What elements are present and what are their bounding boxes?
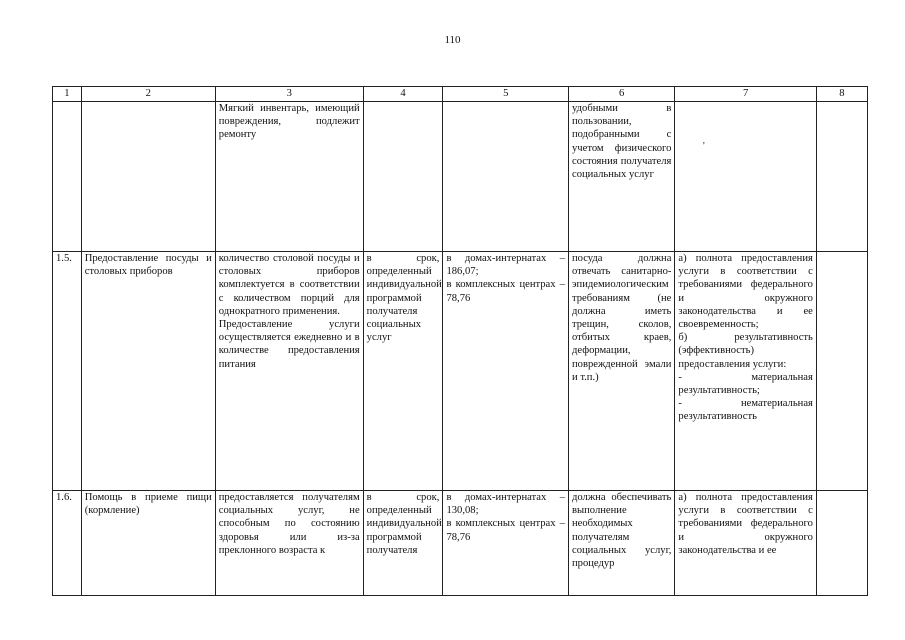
page-number: 110 xyxy=(444,34,461,46)
service-content: предоставляется получателям социальных услуг, не способным по состоянию здоровья или из-за преклонного возраста к xyxy=(215,491,363,596)
quality-indicators xyxy=(675,102,817,252)
service-content: Мягкий инвентарь, имеющий повреждения, подлежит ремонту xyxy=(215,102,363,252)
quality-requirements: должна обеспечивать выполнение необходимых получателям социальных услуг, процедур xyxy=(569,491,675,596)
quality-indicators: а) полнота предоставления услуги в соответствии с требованиями федерального и окружного законодательства и ее xyxy=(675,491,817,596)
service-name: Предоставление посуды и столовых приборов xyxy=(81,252,215,491)
service-content: количество столовой посуды и столовых приборов комплектуется в соответствии с количеством порций для однократного применения. Предоставление услуги осуществляется ежедневно и в количестве предоставления питания xyxy=(215,252,363,491)
table-row xyxy=(53,102,868,252)
column-number: 2 xyxy=(81,87,215,102)
quality-requirements: удобными в пользовании, подобранными с учетом физического состояния получателя социальных услуг xyxy=(569,102,675,252)
row-number: 1.6. xyxy=(53,491,82,596)
service-tariff: в домах-интернатах – 130,08; в комплексных центрах – 78,76 xyxy=(443,491,569,596)
column-number: 8 xyxy=(816,87,867,102)
column-number: 4 xyxy=(363,87,443,102)
service-name xyxy=(81,102,215,252)
service-tariff: в домах-интернатах – 186,07; в комплексных центрах – 78,76 xyxy=(443,252,569,491)
provision-conditions xyxy=(816,102,867,252)
provision-conditions xyxy=(816,252,867,491)
table-row xyxy=(53,491,868,596)
column-number: 3 xyxy=(215,87,363,102)
service-term xyxy=(363,102,443,252)
quality-indicators: а) полнота предоставления услуги в соответствии с требованиями федерального и окружного законодательства и ее своевременность; б) результативность (эффективность) предоставления услуги: - материальная результативность; - нематериальная результативность xyxy=(675,252,817,491)
service-name: Помощь в приеме пищи (кормление) xyxy=(81,491,215,596)
service-tariff xyxy=(443,102,569,252)
stray-mark: ' xyxy=(703,141,705,152)
column-number: 1 xyxy=(53,87,82,102)
services-table xyxy=(52,86,868,596)
service-term: в срок, определенный индивидуальной программой получателя социальных услуг xyxy=(363,252,443,491)
provision-conditions xyxy=(816,491,867,596)
column-number: 6 xyxy=(569,87,675,102)
column-number: 7 xyxy=(675,87,817,102)
row-number xyxy=(53,102,82,252)
row-number: 1.5. xyxy=(53,252,82,491)
column-number: 5 xyxy=(443,87,569,102)
column-number-row xyxy=(53,87,868,102)
quality-requirements: посуда должна отвечать санитарно-эпидемиологическим требованиям (не должна иметь трещин, сколов, отбитых краев, деформации, поврежденной эмали и т.п.) xyxy=(569,252,675,491)
table-row xyxy=(53,252,868,491)
service-term: в срок, определенный индивидуальной программой получателя xyxy=(363,491,443,596)
